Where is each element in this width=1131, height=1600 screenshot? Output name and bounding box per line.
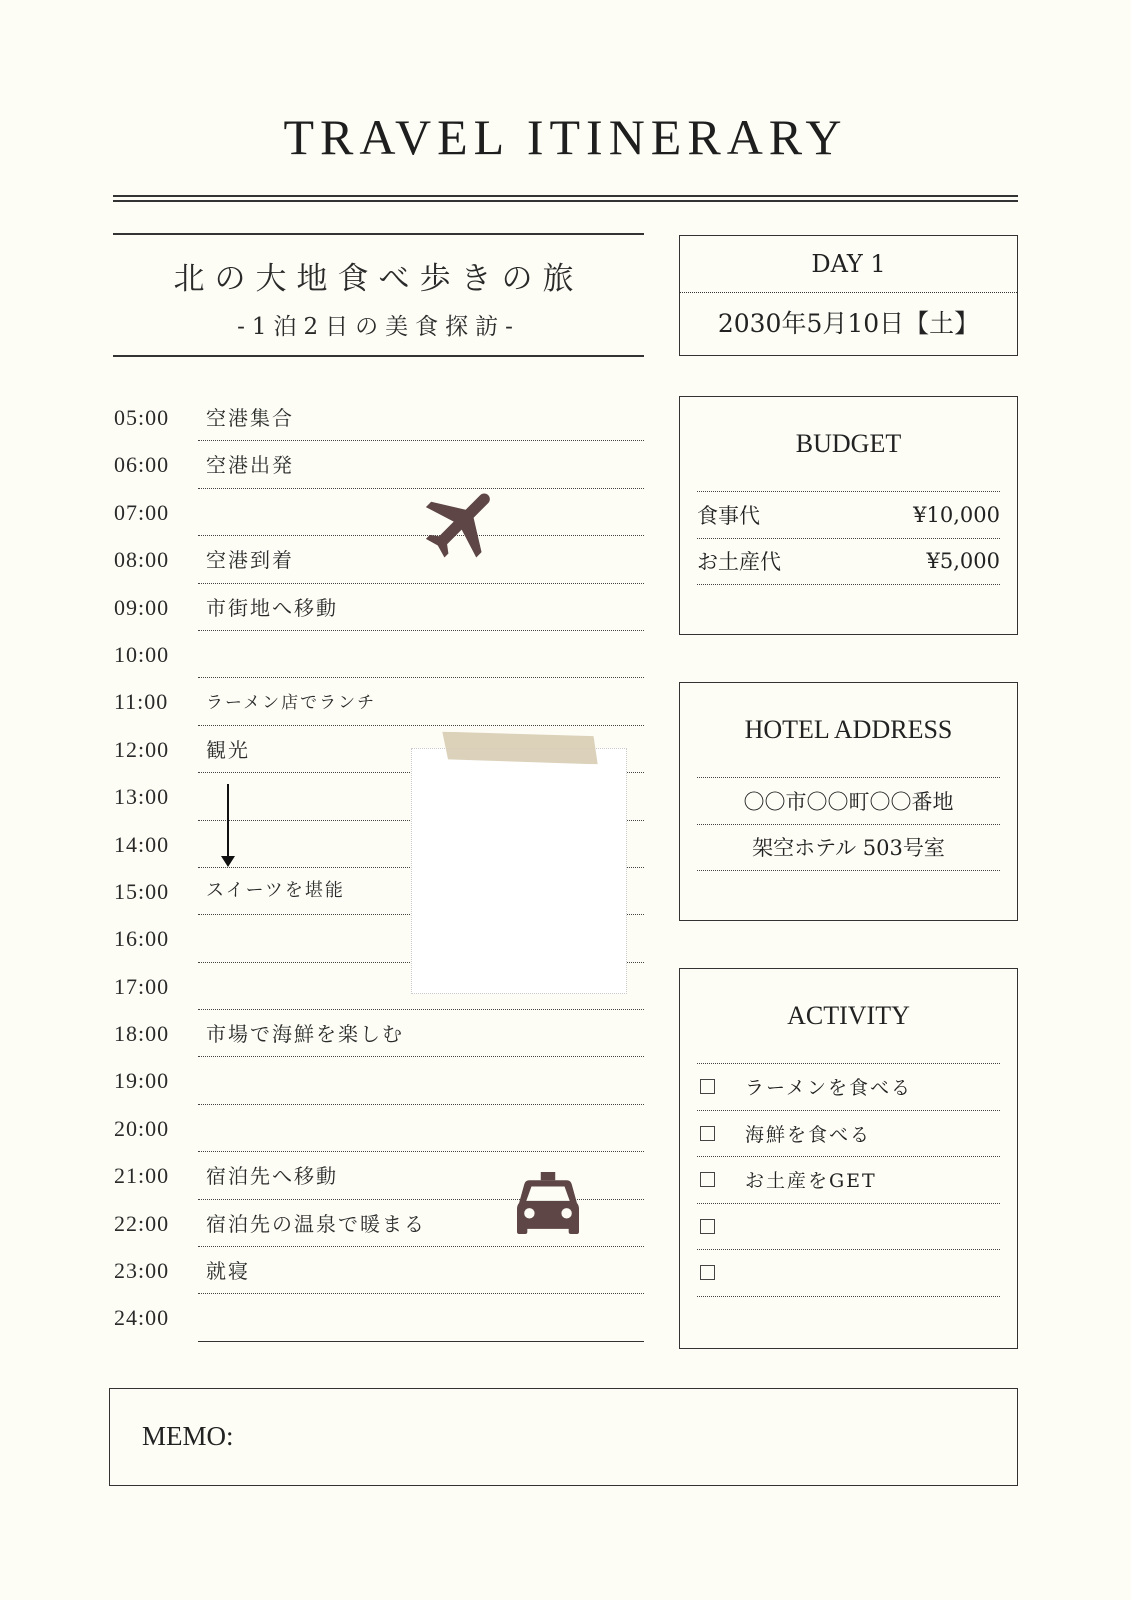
activity-text[interactable]: 空港集合 bbox=[206, 406, 294, 430]
budget-item-label: お土産代 bbox=[697, 550, 781, 575]
hotel-title: HOTEL ADDRESS bbox=[744, 715, 953, 744]
time-label: 10:00 bbox=[114, 641, 170, 667]
memo-box[interactable] bbox=[109, 1388, 1018, 1486]
page-title: TRAVEL ITINERARY bbox=[283, 109, 848, 165]
schedule-row[interactable] bbox=[113, 489, 644, 536]
budget-row[interactable] bbox=[697, 491, 1000, 538]
time-label: 13:00 bbox=[114, 784, 170, 810]
time-label: 21:00 bbox=[114, 1163, 170, 1189]
time-label: 07:00 bbox=[114, 499, 170, 525]
airplane-icon bbox=[418, 478, 508, 568]
trip-subtitle: -1泊2日の美食探訪- bbox=[237, 314, 520, 340]
time-label: 14:00 bbox=[114, 831, 170, 857]
schedule-row[interactable] bbox=[113, 1057, 644, 1104]
row-divider bbox=[697, 1296, 1000, 1297]
schedule-row[interactable] bbox=[113, 631, 644, 678]
down-arrow-head bbox=[221, 856, 235, 867]
budget-title: BUDGET bbox=[795, 429, 902, 458]
schedule-row[interactable] bbox=[113, 584, 644, 631]
activity-item[interactable] bbox=[697, 1249, 1000, 1296]
time-label: 08:00 bbox=[114, 547, 170, 573]
checkbox[interactable] bbox=[700, 1219, 715, 1234]
taxi-icon bbox=[517, 1172, 579, 1234]
budget-item-amount[interactable]: ¥5,000 bbox=[926, 549, 1000, 574]
activity-text[interactable]: 空港出発 bbox=[206, 453, 294, 478]
schedule-row[interactable] bbox=[113, 1247, 644, 1294]
time-label: 19:00 bbox=[114, 1068, 170, 1094]
hotel-address-line[interactable]: 架空ホテル 503号室 bbox=[697, 824, 1000, 871]
schedule-row[interactable] bbox=[113, 536, 644, 583]
schedule-row[interactable] bbox=[113, 1294, 644, 1341]
budget-row[interactable] bbox=[697, 538, 1000, 585]
activity-panel bbox=[679, 968, 1018, 1349]
activity-text[interactable]: 観光 bbox=[206, 737, 250, 762]
time-label: 24:00 bbox=[114, 1305, 170, 1331]
hotel-panel bbox=[679, 682, 1018, 921]
activity-text[interactable]: スイーツを堪能 bbox=[206, 879, 345, 901]
time-label: 12:00 bbox=[114, 736, 170, 762]
checkbox[interactable] bbox=[700, 1126, 715, 1141]
schedule-row[interactable] bbox=[113, 441, 644, 488]
time-label: 15:00 bbox=[114, 878, 170, 904]
activity-title: ACTIVITY bbox=[787, 1001, 910, 1030]
time-label: 11:00 bbox=[114, 689, 169, 715]
budget-item-label: 食事代 bbox=[697, 503, 760, 528]
activity-item[interactable] bbox=[697, 1110, 1000, 1157]
day-label: DAY 1 bbox=[680, 236, 1017, 293]
checkbox[interactable] bbox=[700, 1172, 715, 1187]
time-label: 16:00 bbox=[114, 926, 170, 952]
schedule-row[interactable] bbox=[113, 678, 644, 725]
activity-text[interactable]: 就寝 bbox=[206, 1259, 250, 1284]
time-label: 17:00 bbox=[114, 973, 170, 999]
activity-text[interactable]: 空港到着 bbox=[206, 548, 294, 573]
memo-label: MEMO: bbox=[142, 1421, 234, 1451]
day-box bbox=[679, 235, 1018, 356]
hotel-address-line[interactable]: 〇〇市〇〇町〇〇番地 bbox=[697, 777, 1000, 824]
activity-item[interactable] bbox=[697, 1156, 1000, 1203]
checkbox[interactable] bbox=[700, 1079, 715, 1094]
down-arrow-icon bbox=[227, 784, 229, 864]
photo-placeholder[interactable] bbox=[411, 748, 627, 994]
schedule-row[interactable] bbox=[113, 394, 644, 441]
time-label: 20:00 bbox=[114, 1115, 170, 1141]
time-label: 09:00 bbox=[114, 594, 170, 620]
row-divider bbox=[198, 1341, 644, 1342]
trip-title: 北の大地食べ歩きの旅 bbox=[173, 261, 584, 297]
row-divider bbox=[697, 584, 1000, 585]
budget-item-amount[interactable]: ¥10,000 bbox=[913, 502, 1000, 527]
time-label: 06:00 bbox=[114, 452, 170, 478]
title-double-rule bbox=[113, 195, 1018, 202]
activity-text[interactable]: 市街地へ移動 bbox=[206, 595, 338, 620]
masking-tape bbox=[442, 732, 598, 765]
time-label: 22:00 bbox=[114, 1210, 170, 1236]
day-date[interactable]: 2030年5月10日【土】 bbox=[717, 309, 980, 338]
activity-text[interactable]: ラーメン店でランチ bbox=[206, 693, 377, 714]
trip-title-box bbox=[113, 233, 644, 357]
row-divider bbox=[697, 870, 1000, 871]
activity-item[interactable] bbox=[697, 1203, 1000, 1250]
time-label: 23:00 bbox=[114, 1258, 170, 1284]
activity-item-label: ラーメンを食べる bbox=[745, 1077, 913, 1100]
activity-text[interactable]: 宿泊先の温泉で暖まる bbox=[206, 1211, 426, 1236]
schedule-row[interactable] bbox=[113, 1105, 644, 1152]
activity-text[interactable]: 市場で海鮮を楽しむ bbox=[206, 1022, 404, 1047]
budget-panel bbox=[679, 396, 1018, 635]
activity-item[interactable] bbox=[697, 1063, 1000, 1110]
activity-item-label: 海鮮を食べる bbox=[745, 1123, 872, 1146]
time-label: 18:00 bbox=[114, 1021, 170, 1047]
schedule-row[interactable] bbox=[113, 1010, 644, 1057]
checkbox[interactable] bbox=[700, 1265, 715, 1280]
activity-item-label: お土産をGET bbox=[745, 1170, 877, 1193]
activity-text[interactable]: 宿泊先へ移動 bbox=[206, 1164, 338, 1189]
time-label: 05:00 bbox=[114, 405, 170, 430]
